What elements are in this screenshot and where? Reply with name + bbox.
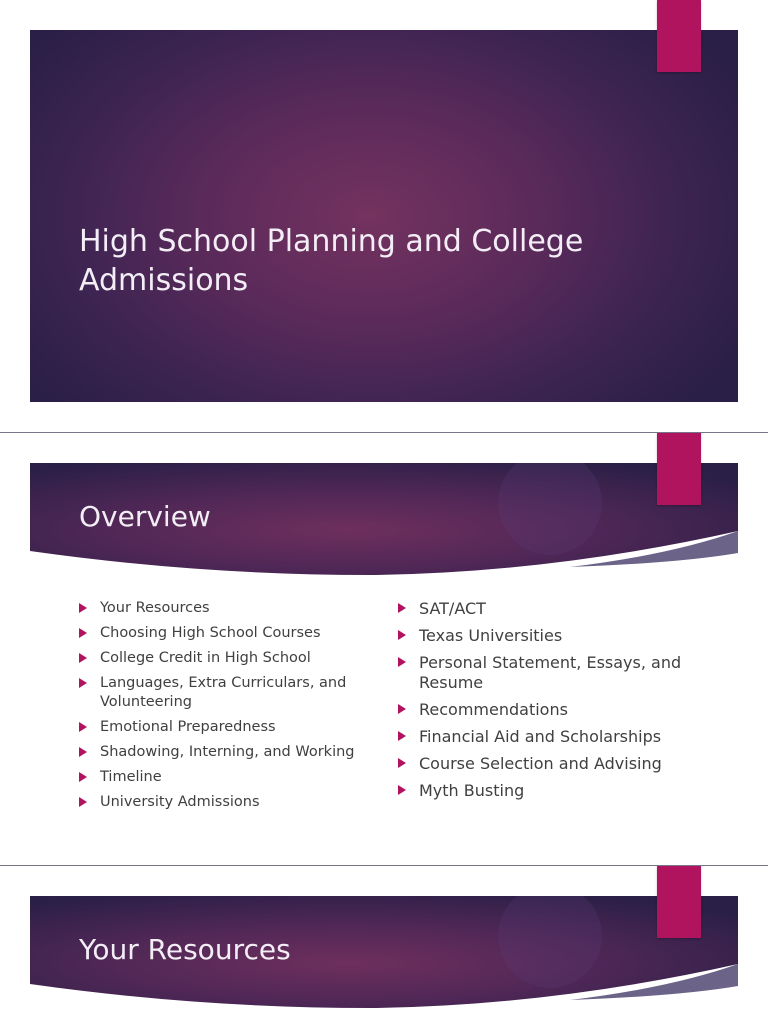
list-item [79,743,369,762]
list-item [398,727,718,747]
accent-tab [657,866,701,938]
bullet-arrow-icon [398,785,406,795]
list-item [79,599,369,618]
bullet-arrow-icon [398,758,406,768]
list-item-text: Texas Universities [419,626,563,645]
accent-tab [657,433,701,505]
bullet-arrow-icon [398,657,406,667]
title-banner [30,30,738,402]
list-item [79,649,369,668]
list-item-text: Personal Statement, Essays, and Resume [419,653,682,692]
slide-title: Overview [79,500,211,533]
list-item [79,793,369,812]
list-item-text: Shadowing, Interning, and Working [100,744,355,760]
list-item-text: Recommendations [419,700,568,719]
accent-tab [657,0,701,72]
presentation-title: High School Planning and College Admissions [79,224,584,298]
list-item [79,674,369,712]
bullet-arrow-icon [79,722,87,732]
list-item [398,781,718,801]
bullet-list-left [79,599,369,818]
list-item-text: Emotional Preparedness [100,719,276,735]
list-item [398,626,718,646]
bullet-arrow-icon [79,603,87,613]
bullet-arrow-icon [79,628,87,638]
list-item-text: Course Selection and Advising [419,754,662,773]
bullet-arrow-icon [79,797,87,807]
bullet-list-right [398,599,718,808]
list-item-text: University Admissions [100,794,260,810]
bullet-arrow-icon [79,772,87,782]
list-item-text: College Credit in High School [100,650,311,666]
bullet-arrow-icon [79,653,87,663]
bullet-arrow-icon [398,630,406,640]
list-item-text: Your Resources [100,600,210,616]
slide-title: Your Resources [79,933,291,966]
list-item [79,718,369,737]
list-item [398,754,718,774]
list-item [398,599,718,619]
list-item-text: Languages, Extra Curriculars, and Volunteering [100,675,347,710]
list-item-text: Choosing High School Courses [100,625,321,641]
list-item [79,624,369,643]
bullet-arrow-icon [398,603,406,613]
list-item-text: Timeline [100,769,162,785]
list-item-text: Myth Busting [419,781,525,800]
bullet-arrow-icon [79,747,87,757]
list-item-text: Financial Aid and Scholarships [419,727,662,746]
title-slide [0,0,768,432]
bullet-arrow-icon [398,731,406,741]
list-item [398,700,718,720]
overview-slide [0,433,768,865]
bullet-arrow-icon [79,678,87,688]
resources-slide [0,866,768,1024]
list-item-text: SAT/ACT [419,599,486,618]
list-item [398,653,718,693]
list-item [79,768,369,787]
bullet-arrow-icon [398,704,406,714]
